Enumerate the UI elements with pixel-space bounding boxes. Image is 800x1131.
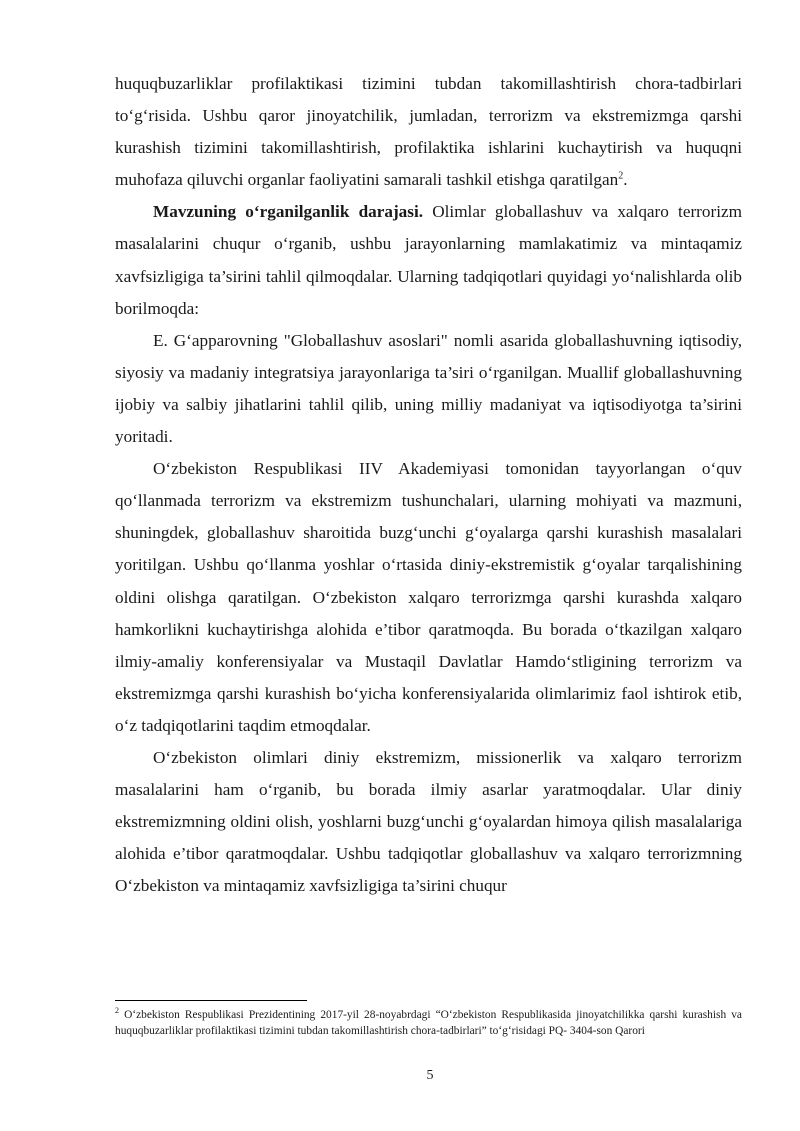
paragraph-3: E. G‘apparovning "Globallashuv asoslari" nomli asarida globallashuvning iqtisodiy, siyosiy va madaniy integratsiya jarayonlariga ta’siri o‘rganilgan. Muallif globallashuvning ijobiy va salbiy jihatlarini tahlil qilib, uning milliy madaniyat va iqtisodiyotga ta’sirini yoritadi. (115, 330, 742, 447)
footnote-number: 2 (115, 1006, 119, 1016)
page-number: 5 (426, 1068, 434, 1083)
footnote (115, 1007, 742, 1039)
paragraph-1 (115, 68, 742, 196)
footnote-ref[interactable]: 2 (618, 170, 624, 182)
paragraph-4: O‘zbekiston Respublikasi IIV Akademiyasi tomonidan tayyorlangan o‘quv qo‘llanmada terrorizm va ekstremizm tushunchalari, ularning mohiyati va mazmuni, shuningdek, globallashuv sharoitida buzg‘unchi g‘oyalarga qarshi kurashish masalalari yoritilgan. Ushbu qo‘llanma yoshlar o‘rtasida diniy-ekstremistik g‘oyalar tarqalishining oldini olishga qaratilgan. O‘zbekiston xalqaro terrorizmga qarshi kurashda xalqaro hamkorlikni kuchaytirishga alohida e’tibor qaratmoqda. Bu borada o‘tkazilgan xalqaro ilmiy-amaliy konferensiyalar va Mustaqil Davlatlar Hamdo‘stligining terrorizm va ekstremizmga qarshi kurashish bo‘yicha konferensiyalarida olimlarimiz faol ishtirok etib, o‘z tadqiqotlarini taqdim etmoqdalar. (115, 459, 742, 735)
paragraph-2-text: Olimlar globallashuv va xalqaro terrorizm masalalarini chuqur o‘rganib, ushbu jarayonlarning mamlakatimiz va mintaqamiz xavfsizligiga ta’sirini tahlil qilmoqdalar. Ularning tadqiqotlari quyidagi yo‘nalishlarda olib borilmoqda: (115, 202, 742, 318)
paragraph-2 (115, 196, 742, 324)
paragraph-5: O‘zbekiston olimlari diniy ekstremizm, missionerlik va xalqaro terrorizm masalalarini ham o‘rganib, bu borada ilmiy asarlar yaratmoqdalar. Ular diniy ekstremizmning oldini olish, yoshlarni buzg‘unchi g‘oyalardan himoya qilish masalalariga alohida e’tibor qaratmoqdalar. Ushbu tadqiqotlar globallashuv va xalqaro terrorizmning O‘zbekiston va mintaqamiz xavfsizligiga ta’sirini chuqur (115, 747, 742, 896)
section-heading: Mavzuning o‘rganilganlik darajasi. (153, 202, 424, 222)
main-text (115, 68, 742, 902)
paragraph-1-end: . (623, 170, 628, 190)
footnote-divider (115, 1000, 307, 1001)
paragraph-1-text: huquqbuzarliklar profilaktikasi tizimini tubdan takomillashtirish chora-tadbirlari to‘g‘risida. Ushbu qaror jinoyatchilik, jumladan, terrorizm va ekstremizmga qarshi kurashish tizimini takomillashtirish, profilaktika ishlarini kuchaytirish va huquqni muhofaza qiluvchi organlar faoliyatini samarali tashkil etishga qaratilgan (115, 74, 742, 190)
footnote-text: O‘zbekiston Respublikasi Prezidentining 2017-yil 28-noyabrdagi “O‘zbekiston Respublikasida jinoyatchilikka qarshi kurashish va huquqbuzarliklar profilaktikasi tizimini tubdan takomillashtirish chora-tadbirlari” to‘g‘risidagi PQ- 3404-son Qarori (115, 1009, 742, 1037)
